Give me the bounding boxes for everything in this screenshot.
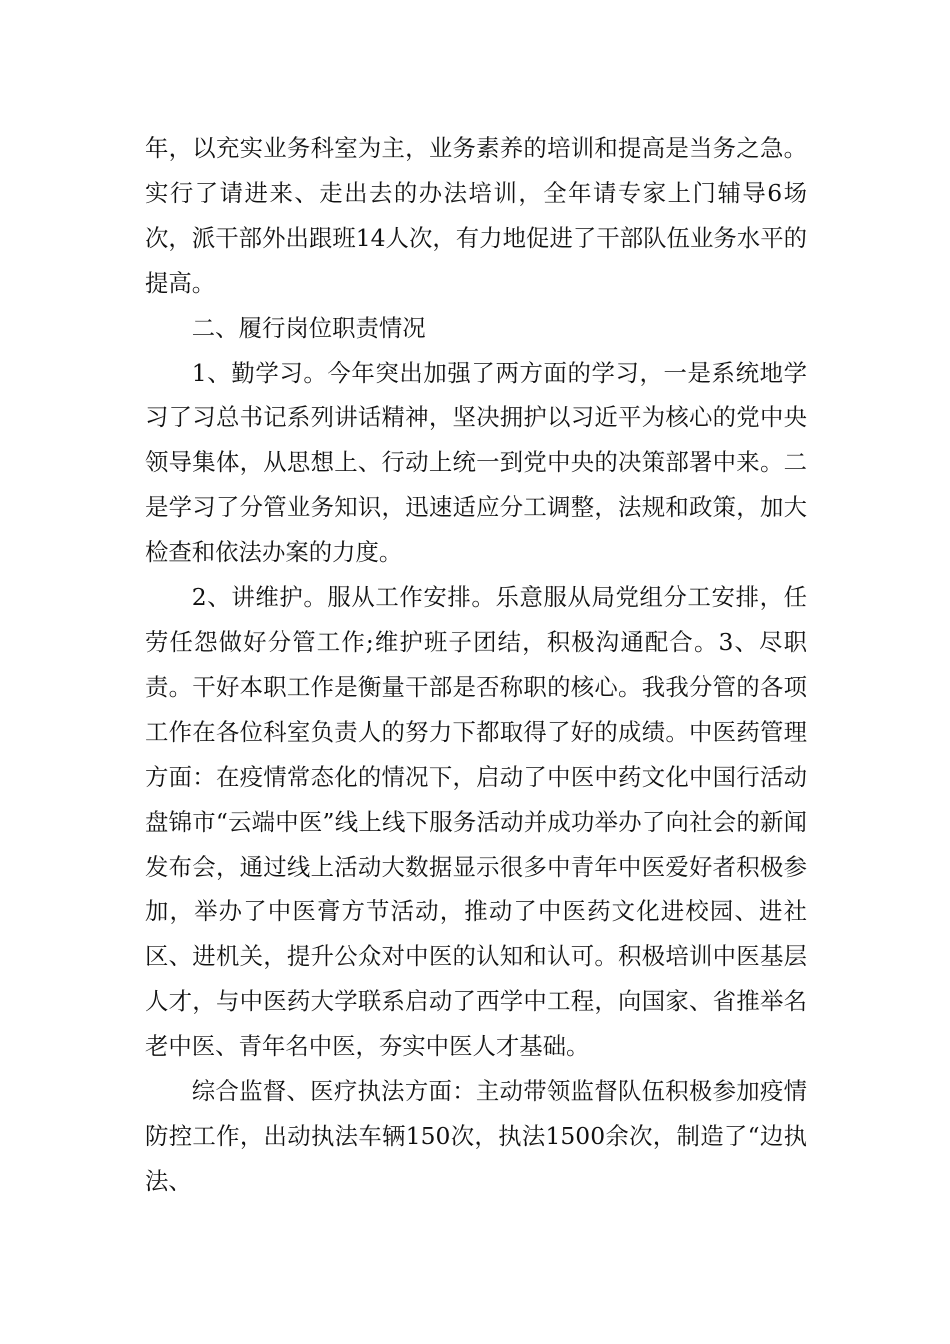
paragraph-supervision-enforcement: 综合监督、医疗执法方面：主动带领监督队伍积极参加疫情防控工作，出动执法车辆150次，执法1500余次，制造了“边执法、 (145, 1077, 807, 1195)
paragraph-maintain-and-duties: 2、讲维护。服从工作安排。乐意服从局党组分工安排，任劳任怨做好分管工作;维护班子团结，积极沟通配合。3、尽职责。干好本职工作是衡量干部是否称职的核心。我我分管的各项工作在各位科室负责人的努力下都取得了好的成绩。中医药管理方面：在疫情常态化的情况下，启动了中医中药文化中国行活动盘锦市“云端中医”线上线下服务活动并成功举办了向社会的新闻发布会，通过线上活动大数据显示很多中青年中医爱好者积极参加，举办了中医膏方节活动，推动了中医药文化进校园、进社区、进机关，提升公众对中医的认知和认可。积极培训中医基层人才，与中医药大学联系启动了西学中工程，向国家、省推举名老中医、青年名中医，夯实中医人才基础。 (145, 583, 807, 1061)
document-page (145, 126, 807, 1204)
section-heading-duties: 二、履行岗位职责情况 (191, 313, 426, 342)
paragraph-study: 1、勤学习。今年突出加强了两方面的学习，一是系统地学习了习总书记系列讲话精神，坚决拥护以习近平为核心的党中央领导集体，从思想上、行动上统一到党中央的决策部署中来。二是学习了分管业务知识，迅速适应分工调整，法规和政策，加大检查和依法办案的力度。 (145, 358, 807, 567)
paragraph-training-summary: 年，以充实业务科室为主，业务素养的培训和提高是当务之急。实行了请进来、走出去的办法培训，全年请专家上门辅导6场次，派干部外出跟班14人次，有力地促进了干部队伍业务水平的提高。 (145, 134, 807, 297)
